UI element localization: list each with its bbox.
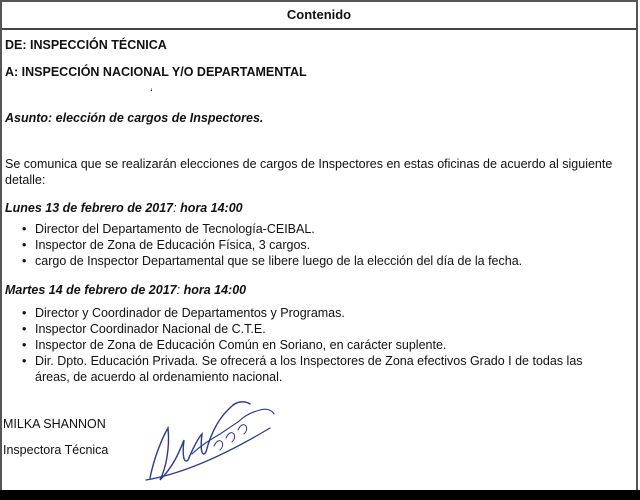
list-item-line: Dir. Dpto. Educación Privada. Se ofrecerá a los Inspectores de Zona efectivos Grado I de todas las: [35, 354, 583, 368]
list-item: • Director del Departamento de Tecnología-CEIBAL.: [22, 221, 522, 237]
day1-date: Lunes 13 de febrero de 2017: [5, 201, 174, 215]
day2-list: [22, 305, 583, 385]
frame-border-left: [0, 0, 2, 500]
day2-colon: :: [176, 283, 181, 297]
day1-colon: :: [173, 201, 177, 215]
intro-line-2: detalle:: [5, 173, 46, 187]
list-item: • Inspector Coordinador Nacional de C.T.E.: [22, 321, 583, 337]
content-header: Contenido: [2, 2, 636, 30]
day1-list: [22, 221, 522, 269]
stray-mark: ‘: [150, 86, 153, 100]
day2-time: hora 14:00: [180, 283, 247, 297]
list-item: • Inspector de Zona de Educación Común en Soriano, en carácter suplente.: [22, 337, 583, 353]
handwritten-signature: [140, 388, 280, 488]
subject-line: Asunto: elección de cargos de Inspectores.: [5, 111, 264, 125]
bottom-edge-bar: [0, 490, 640, 500]
day2-heading: [5, 283, 246, 297]
list-item: • Director y Coordinador de Departamentos y Programas.: [22, 305, 583, 321]
day1-heading: [5, 201, 243, 215]
list-item: • Inspector de Zona de Educación Física, 3 cargos.: [22, 237, 522, 253]
day1-time: hora 14:00: [176, 201, 243, 215]
list-item-line: áreas, de acuerdo al ordenamiento nacional.: [35, 370, 283, 384]
list-item: • cargo de Inspector Departamental que se libere luego de la elección del día de la fecha.: [22, 253, 522, 269]
frame-border-right: [636, 0, 638, 500]
to-line: A: INSPECCIÓN NACIONAL Y/O DEPARTAMENTAL: [5, 65, 307, 79]
from-line: DE: INSPECCIÓN TÉCNICA: [5, 38, 167, 52]
day2-date: Martes 14 de febrero de 2017: [5, 283, 177, 297]
signer-title: Inspectora Técnica: [3, 443, 109, 457]
list-item: [22, 353, 583, 385]
signer-name: MILKA SHANNON: [3, 417, 106, 431]
intro-line-1: Se comunica que se realizarán elecciones de cargos de Inspectores en estas oficinas de acuerdo al siguiente: [5, 157, 613, 171]
